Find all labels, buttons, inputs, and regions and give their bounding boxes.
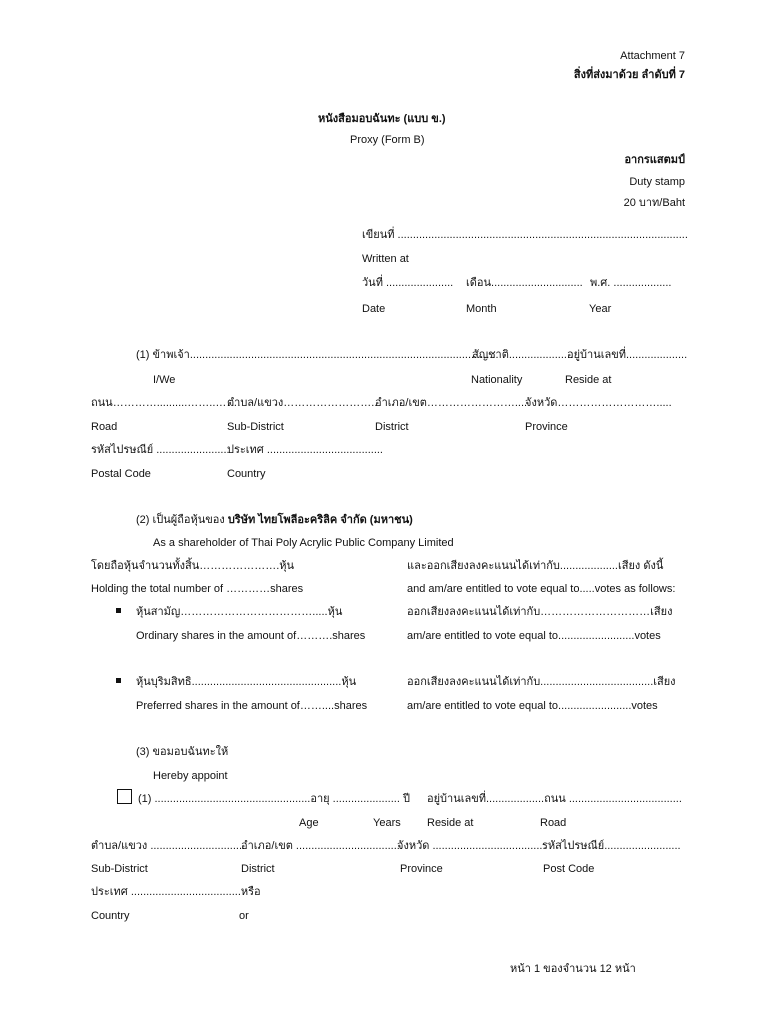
province-field-th[interactable]: จังหวัด………………………..... [525,397,672,409]
proxy-reside-label-en: Reside at [427,817,474,829]
proxy-1-reside-field-th[interactable]: อยู่บ้านเลขที่...................ถนน ..................................... [427,793,682,805]
company-name-th: บริษัท ไทยโพลีอะคริลิค จำกัด (มหาชน) [227,514,413,526]
postal-label-en: Postal Code [91,468,151,480]
nationality-field-th[interactable]: สัญชาติ..................... [472,349,574,361]
attachment-label-en: Attachment 7 [620,50,685,62]
proxy-country-field-th[interactable]: ประเทศ ....................................หรือ [91,886,261,898]
ordinary-votes-field-th[interactable]: ออกเสียงลงคะแนนได้เท่ากับ…………………………เสียง [407,606,673,618]
proxy-province-label-en: Province [400,863,443,875]
proxy-postal-label-en: Post Code [543,863,595,875]
proxy-district-label-en: District [241,863,275,875]
preferred-shares-field-th[interactable]: หุ้นบุริมสิทธิ.................................................หุ้น [136,676,357,688]
proxy-subdistrict-field-th[interactable]: ตำบล/แขวง ............................... [91,840,246,852]
duty-stamp-th: อากรแสตมป์ [624,154,685,166]
total-shares-field-th[interactable]: โดยถือหุ้นจำนวนทั้งสิ้น………………….หุ้น [91,560,295,572]
province-label-en: Province [525,421,568,433]
shareholder-of-th [136,513,413,527]
proxy-district-field-th[interactable]: อำเภอ/เขต ................................... [241,840,403,852]
age-label-en: Age [299,817,319,829]
postal-field-th[interactable]: รหัสไปรษณีย์ ........................ [91,444,230,456]
preferred-votes-field-th[interactable]: ออกเสียงลงคะแนนได้เท่ากับ.....................................เสียง [407,676,676,688]
attachment-label-th: สิ่งที่ส่งมาด้วย ลำดับที่ 7 [573,69,685,81]
duty-stamp-en: Duty stamp [629,176,685,188]
form-title-en: Proxy (Form B) [350,134,425,146]
bullet-icon [116,678,121,683]
total-shares-en: Holding the total number of …………shares [91,583,304,595]
district-field-th[interactable]: อำเภอ/เขต…………………….... [375,397,528,409]
year-field-th[interactable]: พ.ศ. ................... [590,277,672,289]
country-field-th[interactable]: ประเทศ ...................................... [227,444,383,456]
month-field-th[interactable]: เดือน.............................. [466,277,583,289]
date-label-en: Date [362,303,386,315]
form-title-th: หนังสือมอบฉันทะ (แบบ ข.) [318,113,446,125]
bullet-icon [116,608,121,613]
proxy-subdistrict-label-en: Sub-District [91,863,148,875]
ordinary-votes-en: am/are entitled to vote equal to.........................votes [407,630,661,642]
duty-stamp-amount: 20 บาท/Baht [623,197,685,209]
iwe-label: I/We [153,374,176,386]
date-field-th[interactable]: วันที่ ...................... [362,277,454,289]
proxy-country-label-en: Country [91,910,130,922]
shareholder-name-field-th[interactable]: (1) ข้าพเจ้า..................................................................................................... [136,349,499,361]
ordinary-shares-en: Ordinary shares in the amount of……….shares [136,630,366,642]
reside-label-en: Reside at [565,374,612,386]
written-at-en: Written at [362,253,409,265]
company-name-en: Thai Poly Acrylic Public Company Limited [251,537,454,549]
appoint-en: Hereby appoint [153,770,228,782]
shareholder-of-prefix-th: (2) เป็นผู้ถือหุ้นของ [136,514,228,526]
shareholder-of-prefix-en: As a shareholder of [153,537,252,549]
month-label-en: Month [466,303,497,315]
appoint-th: (3) ขอมอบฉันทะให้ [136,746,229,758]
total-votes-en: and am/are entitled to vote equal to.....votes as follows: [407,583,676,595]
subdistrict-label-en: Sub-District [227,421,284,433]
road-field-th[interactable]: ถนน…………..........……..……. [91,397,241,409]
ordinary-shares-field-th[interactable]: หุ้นสามัญ……………………………….....หุ้น [136,606,343,618]
year-label-en: Year [589,303,612,315]
district-label-en: District [375,421,409,433]
proxy-1-checkbox[interactable] [117,789,132,804]
reside-field-th[interactable]: อยู่บ้านเลขที่.................... [567,349,688,361]
years-label-en: Years [373,817,401,829]
proxy-road-label-en: Road [540,817,567,829]
shareholder-of-en [153,536,454,550]
or-label-en: or [239,910,249,922]
proxy-province-field-th[interactable]: จังหวัด ..................................... [397,840,546,852]
road-label-en: Road [91,421,118,433]
nationality-label-en: Nationality [471,374,523,386]
subdistrict-field-th[interactable]: ตำบล/แขวง…………………….. [227,397,378,409]
country-label-en: Country [227,468,266,480]
total-votes-field-th[interactable]: และออกเสียงลงคะแนนได้เท่ากับ...................เสียง ดังนี้ [407,560,664,572]
page-number: หน้า 1 ของจำนวน 12 หน้า [510,963,636,975]
written-at-th[interactable]: เขียนที่ ............................................................................................... [362,229,688,241]
preferred-shares-en: Preferred shares in the amount of……....shares [136,700,368,712]
proxy-postal-field-th[interactable]: รหัสไปรษณีย์......................... [542,840,681,852]
preferred-votes-en: am/are entitled to vote equal to........................votes [407,700,658,712]
proxy-1-name-age-field-th[interactable]: (1) ...................................................อายุ ...................... ปี [138,793,410,805]
